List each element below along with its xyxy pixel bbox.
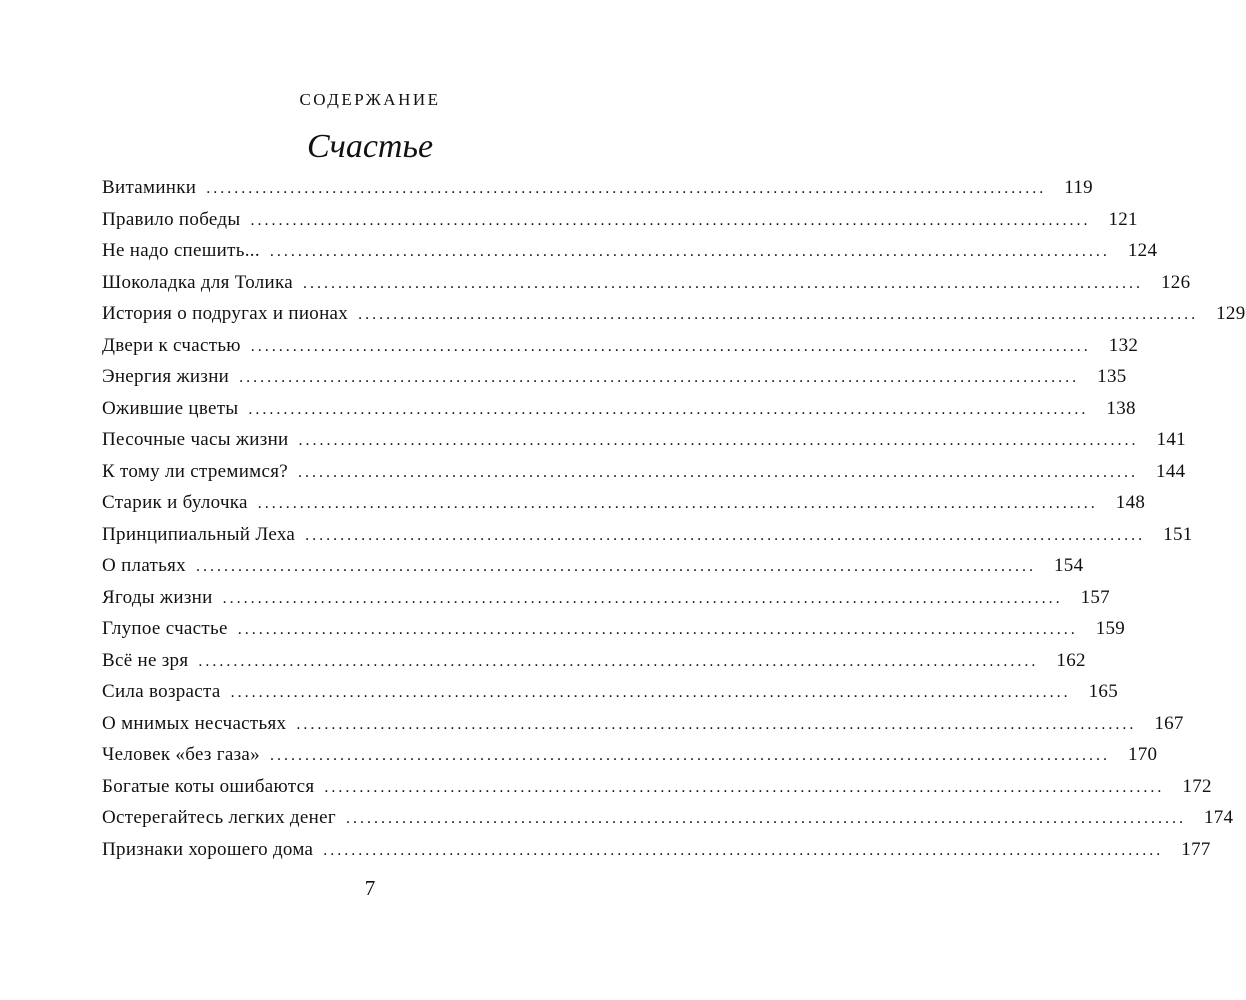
toc-entry-page: 177: [1181, 838, 1211, 860]
toc-entry: [102, 298, 1246, 330]
toc-entry: [102, 393, 1136, 425]
toc-dot-leader: ........................................................................................................................: [257, 495, 1098, 512]
toc-entry-page: 141: [1156, 429, 1186, 450]
toc-entry: [102, 582, 1110, 614]
toc-entry-title: Всё не зря: [102, 649, 189, 671]
toc-entry-page: 126: [1160, 271, 1191, 293]
toc-dot-leader: ........................................................................................................................: [302, 274, 1143, 292]
toc-entry: [102, 424, 1186, 456]
toc-entry-page: 148: [1115, 492, 1146, 513]
toc-entry-title: История о подругах и пионах: [102, 303, 349, 324]
toc-dot-leader: ........................................................................................................................: [298, 463, 1139, 481]
toc-dot-leader: ........................................................................................................................: [305, 526, 1146, 544]
toc-dot-leader: ........................................................................................................................: [222, 589, 1063, 607]
toc-entry: [102, 456, 1186, 488]
toc-entry-page: 135: [1097, 366, 1127, 387]
toc-entry-page: 121: [1108, 208, 1138, 230]
toc-entry-page: 174: [1203, 807, 1234, 828]
toc-dot-leader: ........................................................................................................................: [296, 715, 1137, 733]
toc-dot-leader: ........................................................................................................................: [250, 211, 1091, 229]
toc-dot-leader: ........................................................................................................................: [230, 684, 1071, 701]
toc-entry: [102, 739, 1158, 771]
toc-dot-leader: ........................................................................................................................: [248, 400, 1089, 418]
toc-entry-title: К тому ли стремимся?: [102, 460, 289, 482]
toc-entry-page: 144: [1156, 460, 1186, 482]
toc-entry-page: 119: [1064, 177, 1093, 198]
toc-dot-leader: ........................................................................................................................: [206, 180, 1047, 197]
toc-dot-leader: ........................................................................................................................: [298, 432, 1139, 449]
toc-entry-title: Не надо спешить...: [102, 240, 260, 261]
toc-entry-title: Богатые коты ошибаются: [102, 775, 315, 797]
toc-entry-title: Глупое счастье: [102, 618, 228, 639]
toc-dot-leader: ........................................................................................................................: [358, 306, 1199, 323]
toc-dot-leader: ........................................................................................................................: [195, 558, 1036, 575]
toc-entry-page: 151: [1163, 523, 1193, 545]
toc-entry-title: О платьях: [102, 555, 186, 576]
toc-dot-leader: ........................................................................................................................: [323, 841, 1164, 859]
toc-entry: [102, 613, 1126, 645]
toc-entry-title: Песочные часы жизни: [102, 429, 289, 450]
toc-dot-leader: ........................................................................................................................: [269, 747, 1110, 764]
toc-dot-leader: ........................................................................................................................: [250, 337, 1091, 355]
toc-entry: [102, 235, 1158, 267]
toc-entry-title: Принципиальный Леха: [102, 523, 296, 545]
toc-entry-title: Человек «без газа»: [102, 744, 260, 765]
toc-entry-page: 157: [1080, 586, 1110, 608]
toc-entry-page: 132: [1108, 334, 1139, 356]
toc-entry-page: 159: [1095, 618, 1126, 639]
toc-entry-page: 167: [1154, 712, 1184, 734]
toc-entry-page: 124: [1127, 240, 1158, 261]
toc-entry-title: Ожившие цветы: [102, 397, 239, 419]
toc-entry-page: 170: [1127, 744, 1158, 765]
toc-dot-leader: ........................................................................................................................: [269, 243, 1110, 260]
toc-entry-title: О мнимых несчастьях: [102, 712, 287, 734]
toc-entry: [102, 645, 1086, 677]
table-of-contents: [102, 172, 1246, 865]
toc-entry-title: Витаминки: [102, 177, 197, 198]
toc-entry: [102, 708, 1184, 740]
toc-dot-leader: ........................................................................................................................: [239, 369, 1080, 386]
toc-entry: [102, 550, 1084, 582]
toc-entry: [102, 267, 1191, 299]
toc-entry-title: Сила возраста: [102, 681, 221, 702]
toc-entry-page: 154: [1053, 555, 1084, 576]
toc-entry-title: Старик и булочка: [102, 492, 248, 513]
toc-entry: [102, 771, 1212, 803]
toc-entry-title: Остерегайтесь легких денег: [102, 807, 336, 828]
toc-entry-page: 172: [1182, 775, 1212, 797]
toc-entry-title: Двери к счастью: [102, 334, 241, 356]
toc-entry: [102, 487, 1146, 519]
page-number: 7: [364, 876, 376, 900]
toc-entry-page: 162: [1056, 649, 1086, 671]
toc-entry: [102, 802, 1234, 834]
toc-entry: [102, 519, 1193, 551]
toc-dot-leader: ........................................................................................................................: [237, 621, 1078, 638]
toc-entry: [102, 172, 1093, 204]
toc-entry: [102, 204, 1138, 236]
running-head: СОДЕРЖАНИЕ: [299, 90, 441, 109]
toc-entry-title: Правило победы: [102, 208, 241, 230]
toc-entry-page: 129: [1216, 303, 1246, 324]
toc-entry-title: Признаки хорошего дома: [102, 838, 314, 860]
toc-entry: [102, 834, 1211, 866]
toc-entry-title: Энергия жизни: [102, 366, 230, 387]
toc-dot-leader: ........................................................................................................................: [324, 778, 1165, 796]
toc-entry-title: Ягоды жизни: [102, 586, 213, 608]
toc-entry-page: 138: [1106, 397, 1136, 419]
toc-entry: [102, 676, 1118, 708]
toc-dot-leader: ........................................................................................................................: [198, 652, 1039, 670]
section-title: Счастье: [306, 128, 434, 165]
toc-entry: [102, 330, 1139, 362]
toc-entry-page: 165: [1088, 681, 1118, 702]
toc-entry: [102, 361, 1127, 393]
toc-dot-leader: ........................................................................................................................: [345, 810, 1186, 827]
toc-entry-title: Шоколадка для Толика: [102, 271, 293, 293]
